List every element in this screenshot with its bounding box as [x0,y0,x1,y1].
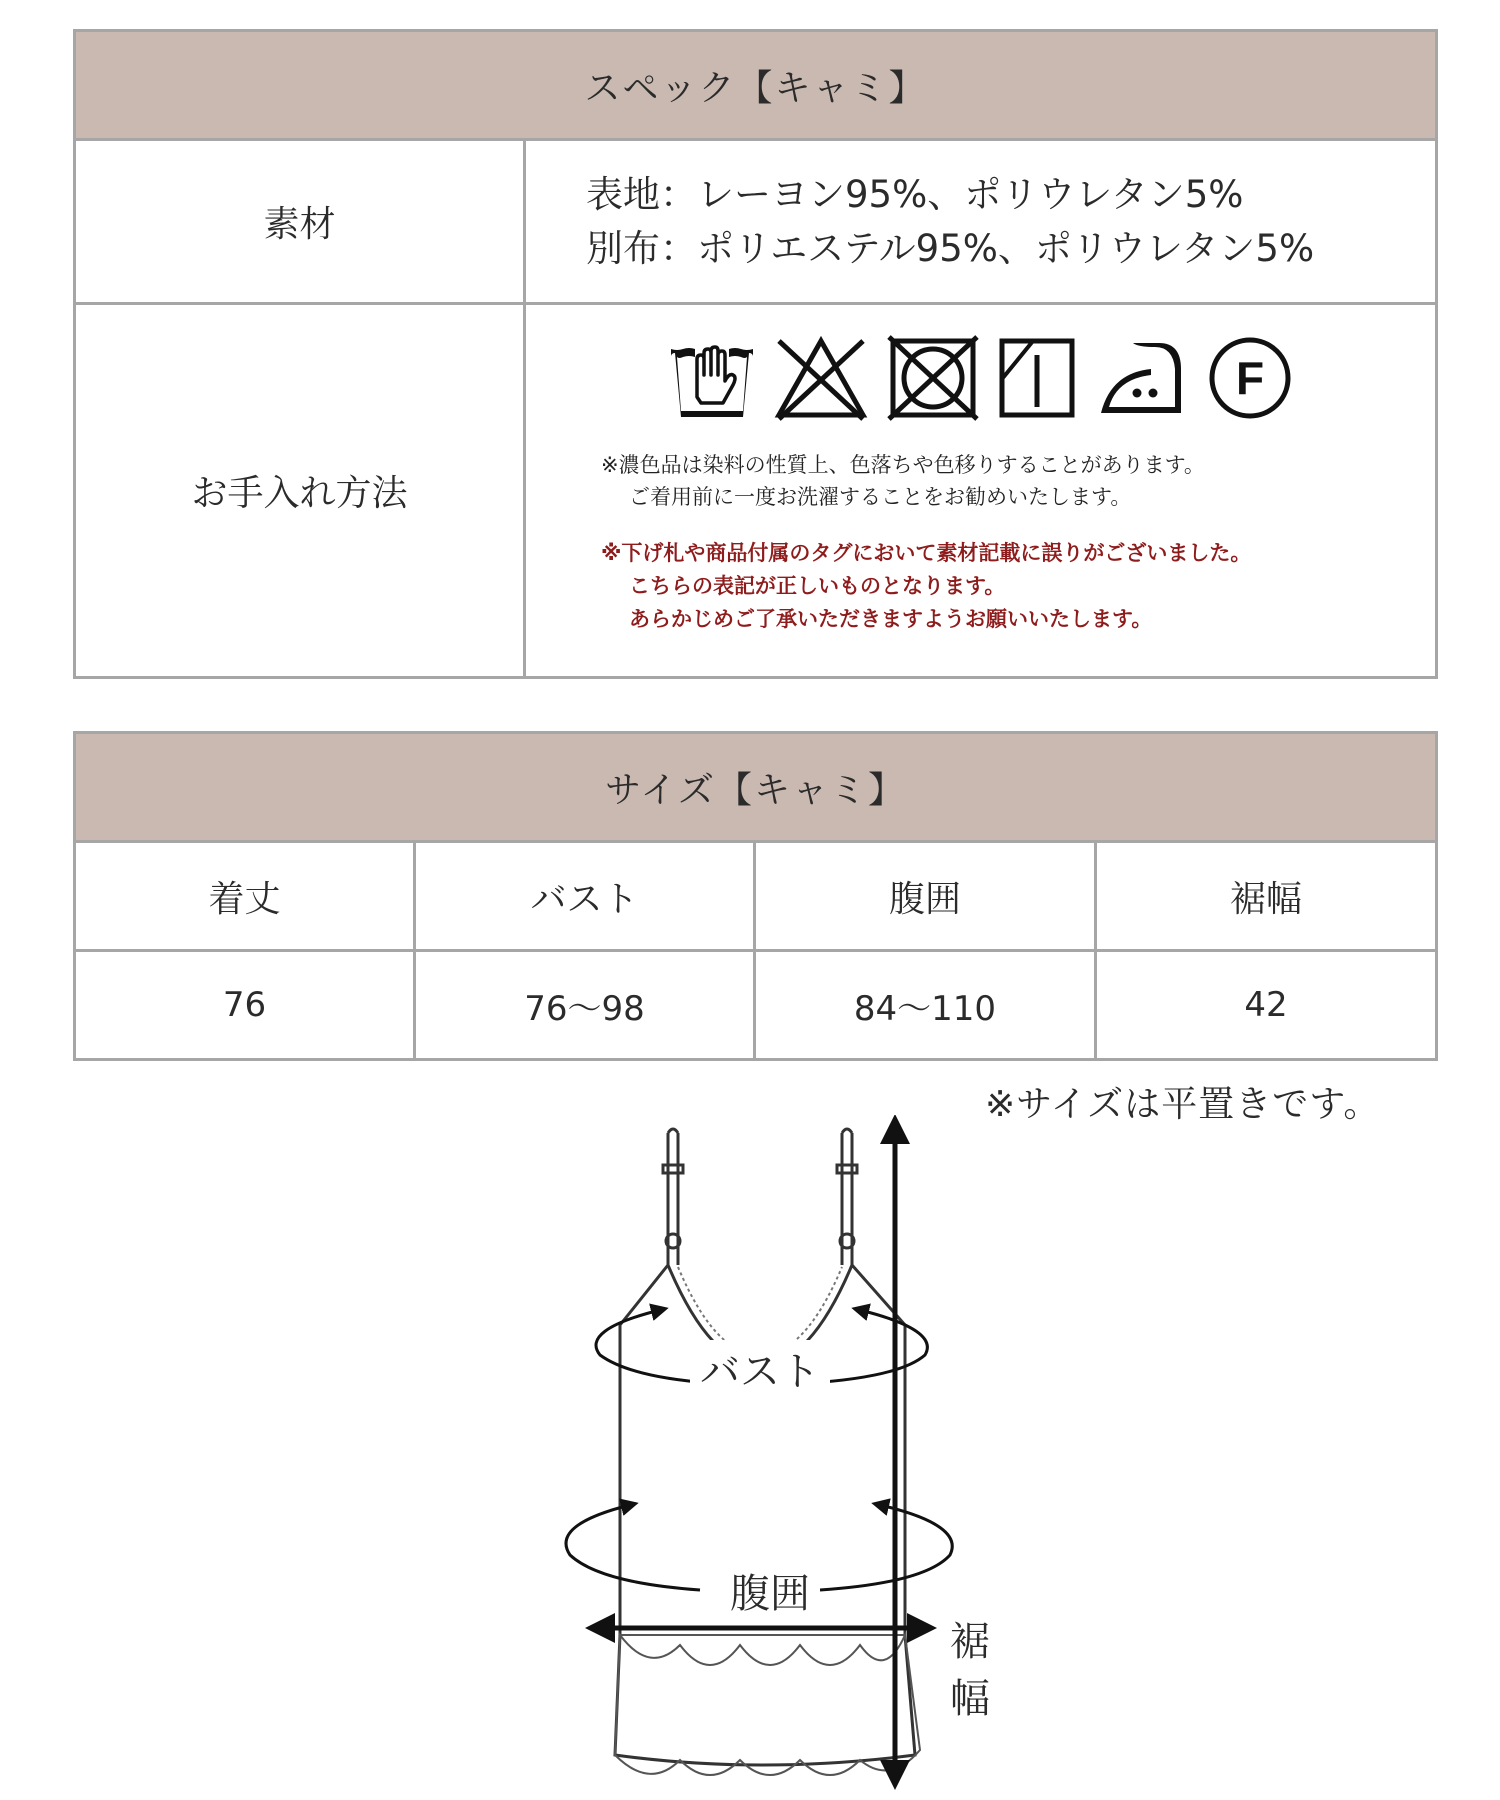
right-strap [837,1129,857,1265]
spec-title: スペック【キャミ】 [75,31,1437,140]
size-table [73,731,1438,1061]
hand-wash-icon [667,335,757,421]
no-tumble-dry-icon [885,335,981,421]
drip-dry-shade-icon [997,335,1077,421]
value-hem: 42 [1096,951,1437,1060]
camisole-diagram [560,1115,990,1795]
diagram-hem-label: 裾幅 [950,1619,990,1722]
header-length: 着丈 [75,842,415,951]
size-value-row [75,951,1437,1060]
iron-medium-icon [1093,335,1189,421]
diagram-waist-label: 腹囲 [720,1562,820,1619]
value-waist: 84〜110 [755,951,1096,1060]
spec-table [73,29,1438,679]
material-error-warning [601,537,1435,636]
dry-clean-f-icon [1205,335,1295,421]
waist-arrow [566,1505,700,1590]
care-note-line-1: ※濃色品は染料の性質上、色落ちや色移りすることがあります。 [601,453,1205,477]
header-waist: 腹囲 [755,842,1096,951]
warning-line-3: あらかじめご了承いただきますようお願いいたします。 [629,607,1153,631]
diagram-bust-label: バスト [690,1340,830,1397]
size-header-row [75,842,1437,951]
value-length: 76 [75,951,415,1060]
size-note: ※サイズは平置きです。 [985,1084,1381,1125]
warning-line-1: ※下げ札や商品付属のタグにおいて素材記載に誤りがございました。 [601,541,1252,565]
care-note [601,449,1435,513]
care-icons [526,335,1435,421]
material-value [525,140,1437,304]
care-label: お手入れ方法 [75,304,525,678]
header-bust: バスト [415,842,755,951]
camisole-outline [560,1115,980,1795]
care-note-line-2: ご着用前に一度お洗濯することをお勧めいたします。 [629,485,1132,509]
material-line-outer: 表地：レーヨン95%、ポリウレタン5% [586,172,1244,216]
care-instructions [525,304,1437,678]
ruffle [615,1635,920,1775]
material-line-lining: 別布：ポリエステル95%、ポリウレタン5% [586,226,1315,270]
header-hem: 裾幅 [1096,842,1437,951]
value-bust: 76〜98 [415,951,755,1060]
material-label: 素材 [75,140,525,304]
warning-line-2: こちらの表記が正しいものとなります。 [629,574,1006,598]
no-bleach-icon [773,335,869,421]
dry-clean-f-letter: F [1235,352,1264,404]
size-title: サイズ【キャミ】 [75,733,1437,842]
left-strap [663,1129,683,1265]
